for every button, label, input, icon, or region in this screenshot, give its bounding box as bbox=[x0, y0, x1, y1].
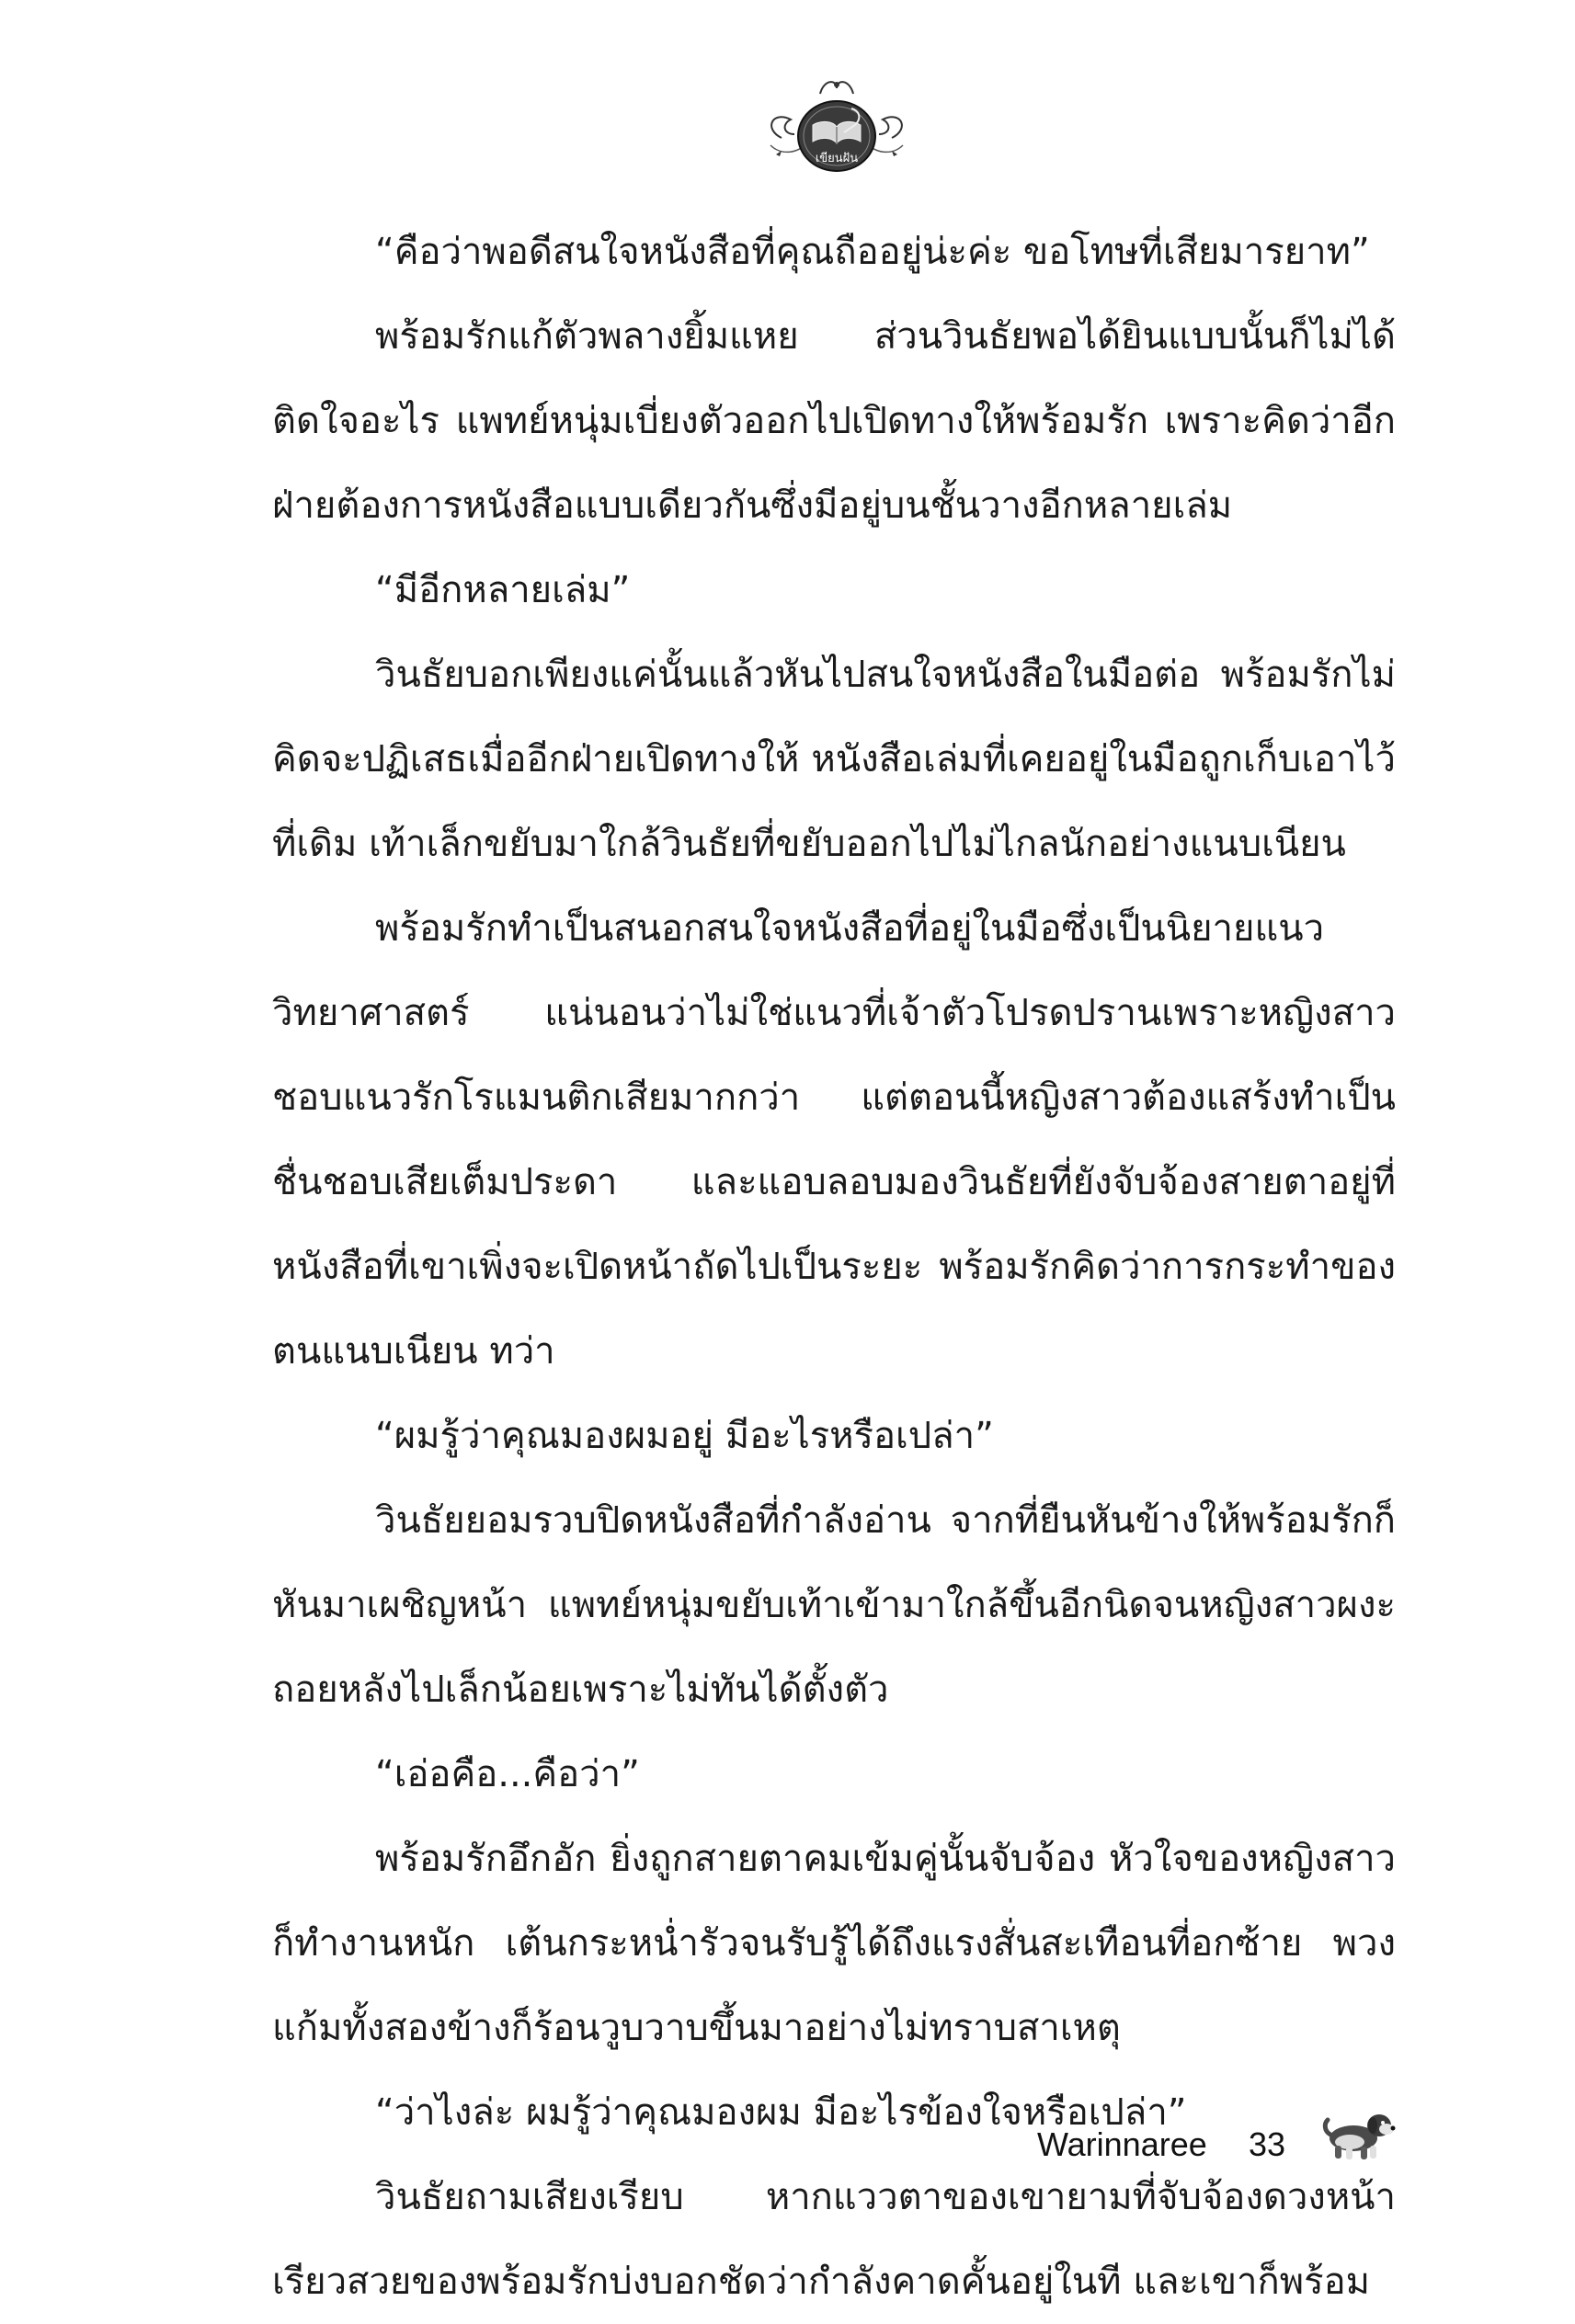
logo-text: เขียนฝัน bbox=[815, 152, 859, 165]
body-paragraph: พร้อมรักอึกอัก ยิ่งถูกสายตาคมเข้มคู่นั้นจับจ้อง หัวใจของหญิงสาวก็ทำงานหนัก เต้นกระหน่ำรัวจนรับรู้ได้ถึงแรงสั่นสะเทือนที่อกซ้าย พวงแก้มทั้งสองข้างก็ร้อนวูบวาบขึ้นมาอย่างไม่ทราบสาเหตุ bbox=[272, 1838, 1396, 2049]
body-paragraph: “มีอีกหลายเล่ม” bbox=[375, 569, 631, 611]
body-paragraph: พร้อมรักแก้ตัวพลางยิ้มแหย ส่วนวินธัยพอได้ยินแบบนั้นก็ไม่ได้ติดใจอะไร แพทย์หนุ่มเบี่ยงตัวออกไปเปิดทางให้พร้อมรัก เพราะคิดว่าอีกฝ่ายต้องการหนังสือแบบเดียวกันซึ่งมีอยู่บนชั้นวางอีกหลายเล่ม bbox=[272, 315, 1396, 527]
ornamental-book-crest-icon bbox=[763, 74, 910, 177]
dog-icon bbox=[1322, 2103, 1399, 2164]
body-text bbox=[272, 210, 1396, 2324]
body-paragraph: วินธัยถามเสียงเรียบ หากแววตาของเขายามที่จับจ้องดวงหน้าเรียวสวยของพร้อมรักบ่งบอกชัดว่ากำลังคาดคั้นอยู่ในที และเขาก็พร้อม bbox=[272, 2176, 1396, 2303]
header-logo bbox=[763, 74, 910, 177]
body-paragraph: “เอ่อคือ...คือว่า” bbox=[375, 1753, 640, 1795]
body-paragraph: “ว่าไงล่ะ ผมรู้ว่าคุณมองผม มีอะไรข้องใจหรือเปล่า” bbox=[375, 2091, 1187, 2134]
body-paragraph: “คือว่าพอดีสนใจหนังสือที่คุณถืออยู่น่ะค่ะ ขอโทษที่เสียมารยาท” bbox=[375, 231, 1370, 273]
page-number: 33 bbox=[1249, 2125, 1286, 2163]
body-paragraph: “ผมรู้ว่าคุณมองผมอยู่ มีอะไรหรือเปล่า” bbox=[375, 1415, 994, 1457]
body-paragraph: พร้อมรักทำเป็นสนอกสนใจหนังสือที่อยู่ในมือซึ่งเป็นนิยายแนววิทยาศาสตร์ แน่นอนว่าไม่ใช่แนวที่เจ้าตัวโปรดปรานเพราะหญิงสาวชอบแนวรักโรแมนติกเสียมากกว่า แต่ตอนนี้หญิงสาวต้องแสร้งทำเป็นชื่นชอบเสียเต็มประดา และแอบลอบมองวินธัยที่ยังจับจ้องสายตาอยู่ที่หนังสือที่เขาเพิ่งจะเปิดหน้าถัดไปเป็นระยะ พร้อมรักคิดว่าการกระทำของตนแนบเนียน ทว่า bbox=[272, 907, 1396, 1373]
body-paragraph: วินธัยยอมรวบปิดหนังสือที่กำลังอ่าน จากที่ยืนหันข้างให้พร้อมรักก็หันมาเผชิญหน้า แพทย์หนุ่มขยับเท้าเข้ามาใกล้ขึ้นอีกนิดจนหญิงสาวผงะถอยหลังไปเล็กน้อยเพราะไม่ทันได้ตั้งตัว bbox=[272, 1499, 1396, 1711]
footer-author: Warinnaree bbox=[1037, 2125, 1207, 2163]
body-paragraph: วินธัยบอกเพียงแค่นั้นแล้วหันไปสนใจหนังสือในมือต่อ พร้อมรักไม่คิดจะปฏิเสธเมื่ออีกฝ่ายเปิดทางให้ หนังสือเล่มที่เคยอยู่ในมือถูกเก็บเอาไว้ที่เดิม เท้าเล็กขยับมาใกล้วินธัยที่ขยับออกไปไม่ไกลนักอย่างแนบเนียน bbox=[272, 654, 1396, 865]
